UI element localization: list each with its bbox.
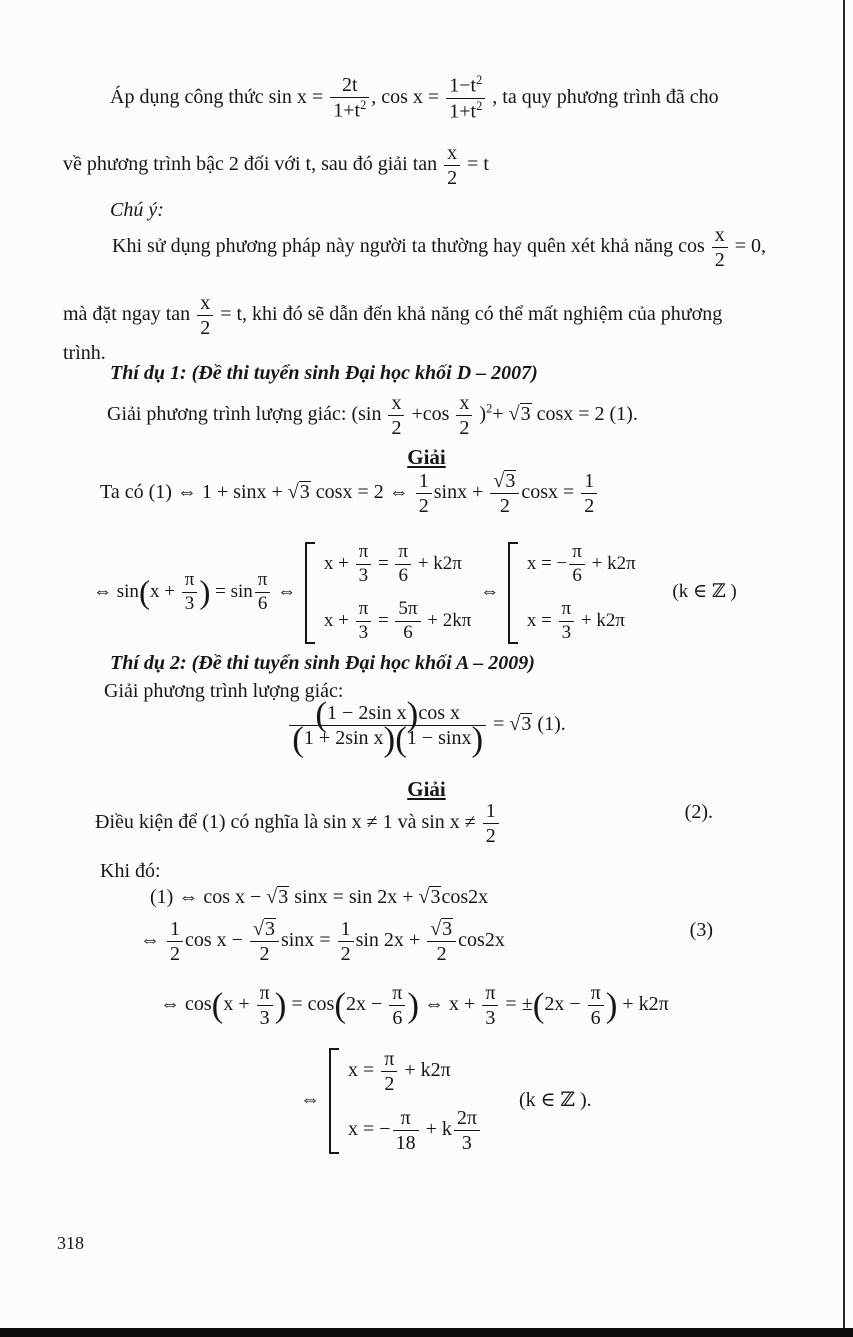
example1-step-2: ⇔ sin(x + $\frac{\pi}{3}$ ) = sin $\frac{\pi}{6}$ ⇔ x + $\frac{\pi}{3}$ = $\frac{\pi}{6}$ + k2π x + $\frac{\pi}{3}$ = $\frac{5\pi}{6}$ + 2kπ ⇔ x = − $\frac{\pi}{6}$ + k2π x = $\frac{\pi}{3}$ + k2π (k ∈ ℤ ) — [93, 541, 737, 643]
solution-heading-1-text: Giải — [407, 445, 446, 469]
example2-step-3: ⇔ cos(x + $\frac{\pi}{3}$ ) = cos(2x − $\frac{\pi}{6}$ ) ⇔ x + $\frac{\pi}{3}$ = ±(2x − $\frac{\pi}{6}$ ) + k2π — [160, 982, 669, 1029]
example2-title: Thí dụ 2: (Đề thi tuyển sinh Đại học khối A – 2009) — [110, 652, 535, 674]
note-line-1: Khi sử dụng phương pháp này người ta thường hay quên xét khả năng cos $\frac{x}{2}$ = 0, — [112, 224, 767, 271]
condition-tag: (2). — [684, 801, 713, 823]
example2-display-equation: $\frac{\text{(1 − 2sin x)cos x}}{\text{(1 + 2sin x)(1 − sinx)}}$ = √3 (1). — [0, 702, 853, 749]
note-heading: Chú ý: — [110, 199, 164, 221]
scan-bottom-bar — [0, 1328, 853, 1337]
condition-text: Điều kiện để (1) có nghĩa là sin x ≠ 1 và sin x ≠ $\frac{1}{2}$ — [95, 800, 501, 847]
example1-title: Thí dụ 1: (Đề thi tuyển sinh Đại học khối D – 2007) — [110, 362, 538, 384]
example2-step-2-text: ⇔ $\frac{1}{2}$ cos x − $\frac{√3}{2}$ sinx = $\frac{1}{2}$ sin 2x + $\frac{√3}{2}$ cos2x — [140, 918, 505, 965]
condition-line — [95, 800, 798, 847]
note-line-3: trình. — [63, 342, 106, 364]
example2-subtitle: Giải phương trình lượng giác: — [104, 680, 344, 702]
intro-line-1: Áp dụng công thức sin x = $\frac{2t}{1+t^2}$ , cos x = $\frac{1-t^2}{1+t^2}$ , ta quy phương trình đã cho — [110, 73, 719, 123]
solution-heading-2-text: Giải — [407, 777, 446, 801]
example2-step-1: (1) ⇔ cos x − √3 sinx = sin 2x + √3cos2x — [150, 886, 489, 908]
example2-step-2-tag: (3) — [689, 919, 713, 941]
solution-heading-2 — [0, 776, 853, 803]
example2-step-4: ⇔ x = $\frac{\pi}{2}$ + k2π x = − $\frac{\pi}{18}$ + k $\frac{2\pi}{3}$ (k ∈ ℤ ). — [300, 1048, 592, 1154]
example1-step-1: Ta có (1) ⇔ 1 + sinx + √3 cosx = 2 ⇔ $\frac{1}{2}$ sinx + $\frac{√3}{2}$ cosx = $\frac{1}{2}$ — [100, 470, 599, 517]
example2-step-2 — [140, 918, 798, 965]
scan-right-edge-line — [843, 0, 845, 1337]
example1-problem: Giải phương trình lượng giác: (sin $\frac{x}{2}$ +cos $\frac{x}{2}$ )$^2$+ √3 cosx = 2 (1). — [107, 392, 638, 439]
note-line-2: mà đặt ngay tan $\frac{x}{2}$ = t, khi đó sẽ dẫn đến khả năng có thể mất nghiệm của phương — [63, 292, 723, 339]
intro-line-2: về phương trình bậc 2 đối với t, sau đó giải tan $\frac{x}{2}$ = t — [63, 142, 489, 189]
solution-heading-1 — [0, 444, 853, 471]
page-number: 318 — [57, 1233, 84, 1253]
then-label: Khi đó: — [100, 860, 161, 882]
